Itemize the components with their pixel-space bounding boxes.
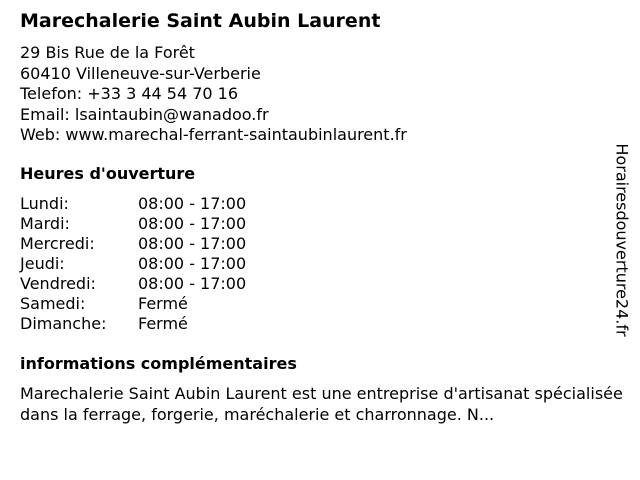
day-label: Mercredi: xyxy=(20,234,95,253)
city-address: 60410 Villeneuve-sur-Verberie xyxy=(20,63,261,83)
business-description: Marechalerie Saint Aubin Laurent est une entreprise d'artisanat spécialisée dans la ferrage, forgerie, maréchalerie et charronnage. N... xyxy=(20,384,623,424)
day-label: Vendredi: xyxy=(20,274,96,293)
day-hours: 08:00 - 17:00 xyxy=(138,194,247,213)
day-label: Lundi: xyxy=(20,194,69,213)
hours-row-thursday xyxy=(20,254,246,274)
hours-row-sunday xyxy=(20,314,246,334)
email-address: Email: lsaintaubin@wanadoo.fr xyxy=(20,104,269,124)
day-hours: Fermé xyxy=(138,314,188,333)
day-hours: 08:00 - 17:00 xyxy=(138,234,247,253)
day-hours: 08:00 - 17:00 xyxy=(138,254,247,273)
hours-row-monday xyxy=(20,194,246,214)
website-url: Web: www.marechal-ferrant-saintaubinlaurent.fr xyxy=(20,125,407,144)
hours-row-saturday xyxy=(20,294,246,314)
additional-info-heading: informations complémentaires xyxy=(20,354,297,373)
day-label: Mardi: xyxy=(20,214,70,233)
day-hours: Fermé xyxy=(138,294,188,313)
day-label: Samedi: xyxy=(20,294,86,313)
business-name: Marechalerie Saint Aubin Laurent xyxy=(20,10,381,32)
day-label: Jeudi: xyxy=(20,254,65,273)
contact-block xyxy=(20,43,407,146)
hours-row-friday xyxy=(20,274,246,294)
phone-number: Telefon: +33 3 44 54 70 16 xyxy=(20,84,239,103)
opening-hours-heading: Heures d'ouverture xyxy=(20,164,196,183)
day-label: Dimanche: xyxy=(20,314,107,333)
hours-row-wednesday xyxy=(20,234,246,254)
street-address: 29 Bis Rue de la Forêt xyxy=(20,43,195,62)
day-hours: 08:00 - 17:00 xyxy=(138,274,247,293)
watermark-text: Horairesdouverture24.fr xyxy=(612,143,632,337)
hours-row-tuesday xyxy=(20,214,246,234)
day-hours: 08:00 - 17:00 xyxy=(138,214,247,233)
opening-hours-table xyxy=(20,194,246,334)
